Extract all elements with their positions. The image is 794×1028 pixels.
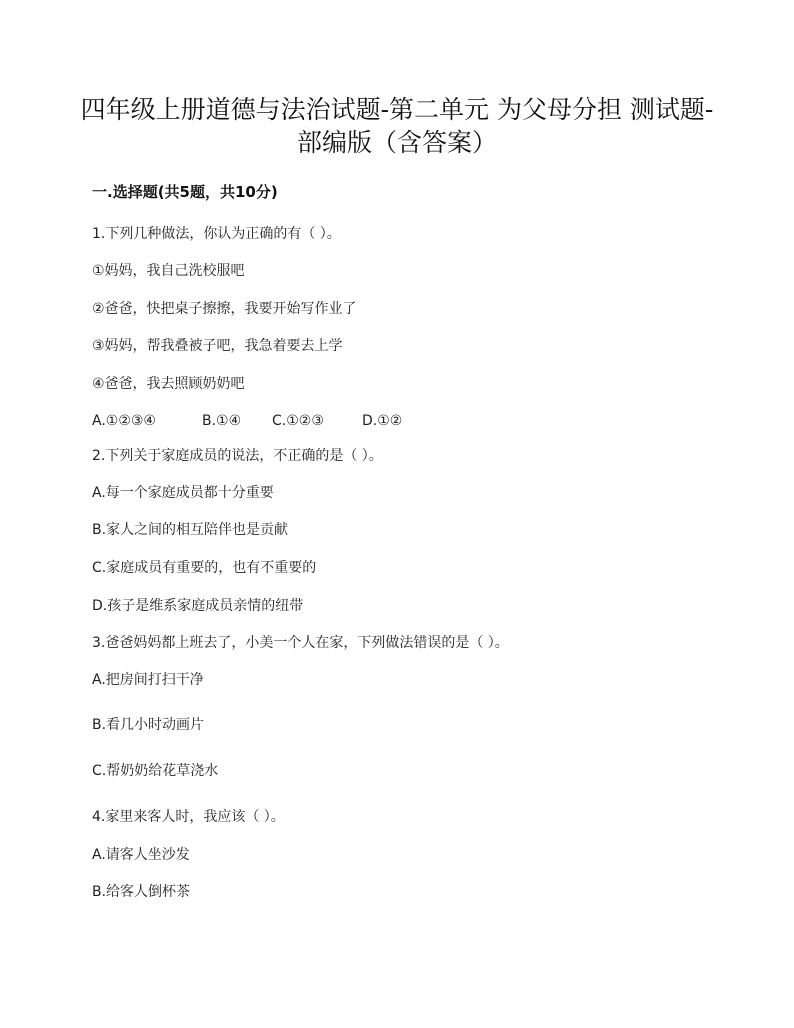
question-1-statement-2: ②爸爸，快把桌子擦擦，我要开始写作业了 [92, 301, 357, 317]
question-1-statement-1: ①妈妈，我自己洗校服吧 [92, 263, 245, 279]
question-3-option-a: A.把房间打扫干净 [92, 672, 204, 688]
question-3-option-b: B.看几小时动画片 [92, 717, 205, 733]
question-1-option-b: B.①④ [202, 413, 242, 429]
question-1-statement-3: ③妈妈，帮我叠被子吧，我急着要去上学 [92, 338, 343, 354]
question-1-stem: 1.下列几种做法，你认为正确的有（ ）。 [92, 226, 341, 242]
question-4-option-b: B.给客人倒杯茶 [92, 884, 191, 900]
question-1-option-a: A.①②③④ [92, 413, 156, 429]
document-title-line-1: 四年级上册道德与法治试题-第二单元 为父母分担 测试题- [80, 95, 714, 124]
question-2-option-a: A.每一个家庭成员都十分重要 [92, 485, 274, 501]
question-3-option-c: C.帮奶奶给花草浇水 [92, 763, 219, 779]
question-1-option-c: C.①②③ [272, 413, 324, 429]
document-title-line-2: 部编版（含答案） [296, 128, 497, 157]
section-heading: 一.选择题(共5题，共10分) [92, 183, 278, 201]
question-3-stem: 3.爸爸妈妈都上班去了，小美一个人在家，下列做法错误的是（ ）。 [92, 635, 509, 651]
question-4-stem: 4.家里来客人时，我应该（ ）。 [92, 809, 285, 825]
question-1-options [92, 412, 402, 430]
question-2-option-c: C.家庭成员有重要的，也有不重要的 [92, 560, 317, 576]
question-2-option-d: D.孩子是维系家庭成员亲情的纽带 [92, 598, 304, 614]
question-1-option-d: D.①② [362, 413, 403, 429]
question-4-option-a: A.请客人坐沙发 [92, 847, 190, 863]
question-2-option-b: B.家人之间的相互陪伴也是贡献 [92, 522, 289, 538]
question-1-statement-4: ④爸爸，我去照顾奶奶吧 [92, 376, 245, 392]
question-2-stem: 2.下列关于家庭成员的说法，不正确的是（ ）。 [92, 448, 383, 464]
